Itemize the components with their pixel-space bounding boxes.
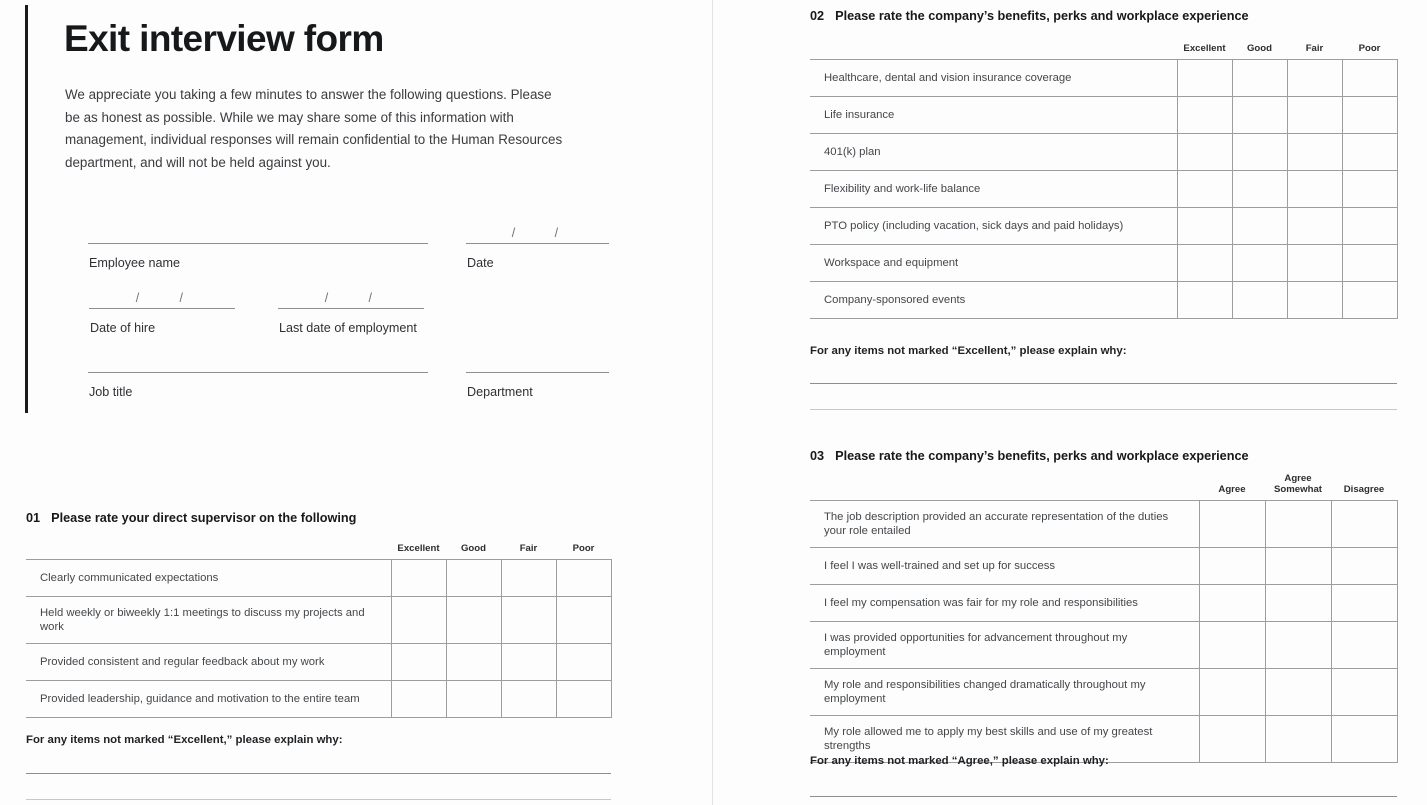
table-row [810,171,1397,208]
date-separator-2: / [368,291,372,305]
rating-cell-poor[interactable] [556,644,611,681]
row-label: Flexibility and work-life balance [810,171,1177,208]
write-in-line[interactable] [810,383,1397,384]
write-in-line[interactable] [26,799,611,800]
table-row [810,60,1397,97]
rating-cell-excellent[interactable] [1177,171,1232,208]
date-separator-1: / [135,291,140,305]
rating-cell-fair[interactable] [501,560,556,597]
column-header-blank [810,473,1199,501]
rating-cell-good[interactable] [1232,60,1287,97]
rating-cell-good[interactable] [446,681,501,718]
rating-cell-agree-somewhat[interactable] [1265,669,1331,716]
field-rule [88,243,428,244]
rating-cell-fair[interactable] [1287,282,1342,319]
rating-cell-poor[interactable] [556,597,611,644]
rating-cell-fair[interactable] [1287,208,1342,245]
table-row [26,560,611,597]
rating-cell-agree[interactable] [1199,622,1265,669]
field-rule [466,372,609,373]
rating-cell-poor[interactable] [1342,97,1397,134]
column-header-blank [810,43,1177,60]
row-label: My role and responsibilities changed dramatically throughout my employment [810,669,1199,716]
question-02-table[interactable] [810,43,1398,319]
table-row [26,681,611,718]
column-header: Excellent [1183,43,1226,54]
question-03-explain-prompt: For any items not marked “Agree,” please explain why: [810,755,1109,767]
rating-cell-excellent[interactable] [1177,245,1232,282]
row-label: 401(k) plan [810,134,1177,171]
rating-cell-fair[interactable] [1287,134,1342,171]
row-label: Workspace and equipment [810,245,1177,282]
table-row [26,644,611,681]
rating-cell-good[interactable] [446,644,501,681]
rating-cell-disagree[interactable] [1331,501,1397,548]
rating-cell-agree-somewhat[interactable] [1265,501,1331,548]
field-label: Department [467,385,533,399]
rating-cell-agree[interactable] [1199,669,1265,716]
table-row [810,622,1397,669]
rating-cell-excellent[interactable] [1177,60,1232,97]
column-header: Excellent [397,543,440,554]
rating-cell-fair[interactable] [1287,60,1342,97]
rating-cell-fair[interactable] [501,597,556,644]
question-prompt: Please rate your direct supervisor on the following [51,511,357,525]
column-header: Good [1246,43,1273,54]
table-row [26,597,611,644]
table-row [810,548,1397,585]
column-header: Fair [1305,43,1324,54]
date-separator-2: / [179,291,183,305]
field-label: Date [467,256,494,270]
question-prompt: Please rate the company’s benefits, perks and workplace experience [835,449,1249,463]
table-row [810,134,1397,171]
rating-cell-agree-somewhat[interactable] [1265,716,1331,763]
question-number: 01 [26,511,41,525]
rating-cell-good[interactable] [1232,171,1287,208]
field-rule [89,308,235,309]
page-title: Exit interview form [64,18,384,59]
rating-cell-disagree[interactable] [1331,669,1397,716]
rating-cell-good[interactable] [446,560,501,597]
table-row [810,282,1397,319]
rating-cell-good[interactable] [1232,97,1287,134]
intro-paragraph: We appreciate you taking a few minutes to answer the following questions. Please be as honest as possible. While we may share some of this information with management, individual responses will remain confidential to the Human Resources department, and will not be held against you. [65,87,563,170]
write-in-line[interactable] [26,773,611,774]
page-right [713,0,1427,805]
rating-cell-good[interactable] [446,597,501,644]
rating-cell-poor[interactable] [1342,208,1397,245]
table-row [810,245,1397,282]
row-label: My role allowed me to apply my best skills and use of my greatest strengths [810,716,1199,763]
field-label: Last date of employment [279,321,417,335]
rating-cell-poor[interactable] [556,560,611,597]
table-header-row [810,43,1397,60]
rating-cell-agree[interactable] [1199,585,1265,622]
accent-bar [25,5,28,413]
write-in-line[interactable] [810,796,1397,797]
column-header: Disagree [1343,484,1385,495]
rating-cell-poor[interactable] [1342,282,1397,319]
rating-cell-excellent[interactable] [1177,134,1232,171]
column-header-blank [26,543,391,560]
column-header: Good [460,543,487,554]
field-rule [88,372,428,373]
date-separator-1: / [324,291,329,305]
rating-cell-excellent[interactable] [391,644,446,681]
date-separator-2: / [554,226,559,240]
question-03-heading [810,449,1249,463]
question-number: 03 [810,449,825,463]
row-label: PTO policy (including vacation, sick days and paid holidays) [810,208,1177,245]
row-label: I feel my compensation was fair for my role and responsibilities [810,585,1199,622]
rating-cell-fair[interactable] [501,644,556,681]
field-label: Job title [89,385,133,399]
table-row [810,585,1397,622]
table-header-row [810,473,1397,501]
rating-cell-excellent[interactable] [391,597,446,644]
rating-cell-agree-somewhat[interactable] [1265,622,1331,669]
rating-cell-good[interactable] [1232,134,1287,171]
rating-cell-fair[interactable] [501,681,556,718]
rating-cell-good[interactable] [1232,208,1287,245]
rating-cell-good[interactable] [1232,282,1287,319]
question-01-table[interactable] [26,543,612,718]
page-left [0,0,712,805]
rating-cell-fair[interactable] [1287,171,1342,208]
row-label: I feel I was well-trained and set up for success [810,548,1199,585]
rating-cell-agree-somewhat[interactable] [1265,548,1331,585]
table-row [810,669,1397,716]
question-02-explain-prompt: For any items not marked “Excellent,” please explain why: [810,345,1127,357]
row-label: Provided consistent and regular feedback about my work [26,644,391,681]
rating-cell-excellent[interactable] [1177,208,1232,245]
date-separator-1: / [511,226,516,240]
rating-cell-disagree[interactable] [1331,548,1397,585]
field-label: Date of hire [90,321,156,335]
question-02-heading [810,9,1249,23]
rating-cell-disagree[interactable] [1331,585,1397,622]
row-label: Held weekly or biweekly 1:1 meetings to discuss my projects and work [26,597,391,644]
field-label: Employee name [89,256,181,270]
row-label: I was provided opportunities for advancement throughout my employment [810,622,1199,669]
rating-cell-poor[interactable] [1342,134,1397,171]
rating-cell-disagree[interactable] [1331,716,1397,763]
rating-cell-excellent[interactable] [391,560,446,597]
rating-cell-poor[interactable] [1342,171,1397,208]
rating-cell-poor[interactable] [1342,60,1397,97]
rating-cell-poor[interactable] [1342,245,1397,282]
field-rule [466,243,609,244]
rating-cell-excellent[interactable] [1177,97,1232,134]
rating-cell-fair[interactable] [1287,245,1342,282]
rating-cell-good[interactable] [1232,245,1287,282]
rating-cell-agree[interactable] [1199,548,1265,585]
column-header: Agree [1218,484,1246,495]
column-header: Fair [519,543,538,554]
rating-cell-agree[interactable] [1199,716,1265,763]
write-in-line[interactable] [810,409,1397,410]
question-01-explain-prompt: For any items not marked “Excellent,” please explain why: [26,734,343,746]
table-row [810,208,1397,245]
row-label: Company-sponsored events [810,282,1177,319]
row-label: The job description provided an accurate representation of the duties your role entailed [810,501,1199,548]
table-row [810,501,1397,548]
rating-cell-fair[interactable] [1287,97,1342,134]
rating-cell-agree-somewhat[interactable] [1265,585,1331,622]
question-01-heading [26,511,356,525]
question-prompt: Please rate the company’s benefits, perks and workplace experience [835,9,1249,23]
column-header: Agree Somewhat [1274,473,1322,495]
rating-cell-disagree[interactable] [1331,622,1397,669]
row-label: Healthcare, dental and vision insurance coverage [810,60,1177,97]
row-label: Clearly communicated expectations [26,560,391,597]
table-header-row [26,543,611,560]
row-label: Provided leadership, guidance and motivation to the entire team [26,681,391,718]
rating-cell-poor[interactable] [556,681,611,718]
question-number: 02 [810,9,825,23]
field-rule [278,308,424,309]
rating-cell-agree[interactable] [1199,501,1265,548]
column-header: Poor [1358,43,1381,54]
rating-cell-excellent[interactable] [1177,282,1232,319]
row-label: Life insurance [810,97,1177,134]
table-row [810,97,1397,134]
column-header: Poor [572,543,595,554]
question-03-table[interactable] [810,473,1398,763]
rating-cell-excellent[interactable] [391,681,446,718]
